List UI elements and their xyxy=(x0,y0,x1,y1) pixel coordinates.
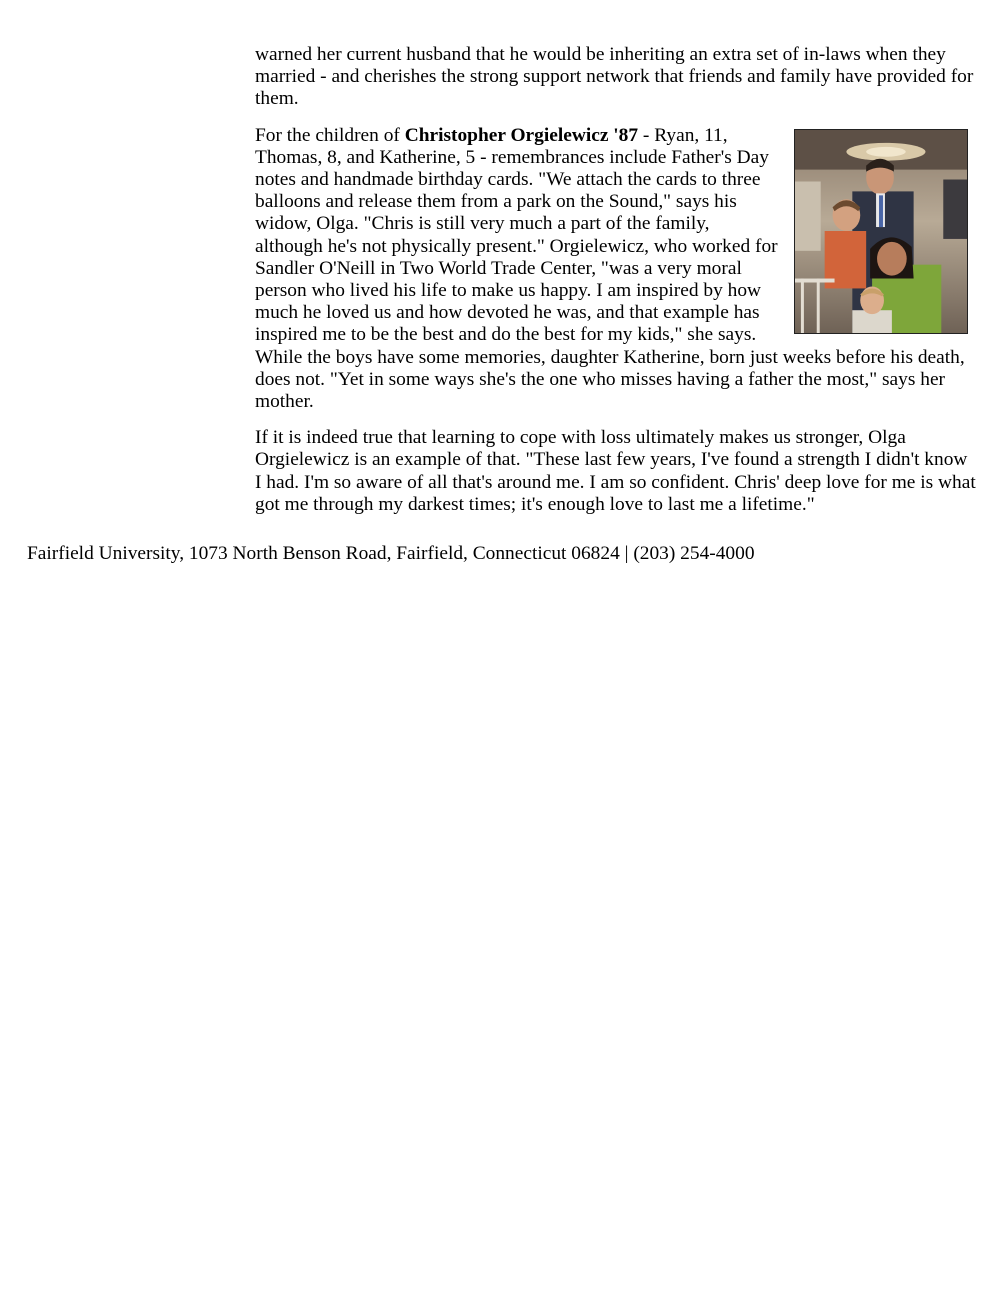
article-paragraph-3: If it is indeed true that learning to cope with loss ultimately makes us stronger, Olga Orgielewicz is an example of that. "These last few years, I've found a strength I didn't know I had. I'm so aware of all that's around me. I am so confident. Chris' deep love for me is what got me through my darkest times; it's enough love to last me a lifetime." xyxy=(255,427,976,515)
article-body xyxy=(255,44,977,530)
family-photo xyxy=(794,129,968,334)
paragraph-2-body: - Ryan, 11, Thomas, 8, and Katherine, 5 - remembrances include Father's Day notes and handmade birthday cards. "We attach the cards to three balloons and release them from a park on the Sound," says his widow, Olga. "Chris is still very much a part of the family, although he's not physically present." Orgielewicz, who worked for Sandler O'Neill in Two World Trade Center, "was a very moral person who lived his life to make us happy. I am inspired by how much he loved us and how devoted he was, and that example has inspired me to be the best and do the best for my kids," she says. While the boys have some memories, daughter Katherine, born just weeks before his death, does not. "Yet in some ways she's the one who misses having a father the most," says her mother. xyxy=(255,124,965,413)
article-paragraph-2 xyxy=(255,125,977,414)
article-paragraph-1: warned her current husband that he would be inheriting an extra set of in-laws when they married - and cherishes the strong support network that friends and family have provided for them. xyxy=(255,44,974,110)
family-photo-image xyxy=(795,130,967,333)
footer-address: Fairfield University, 1073 North Benson Road, Fairfield, Connecticut 06824 | (203) 254-4000 xyxy=(27,543,755,564)
paragraph-2-lead: For the children of xyxy=(255,124,405,146)
subject-name: Christopher Orgielewicz '87 xyxy=(404,124,639,146)
